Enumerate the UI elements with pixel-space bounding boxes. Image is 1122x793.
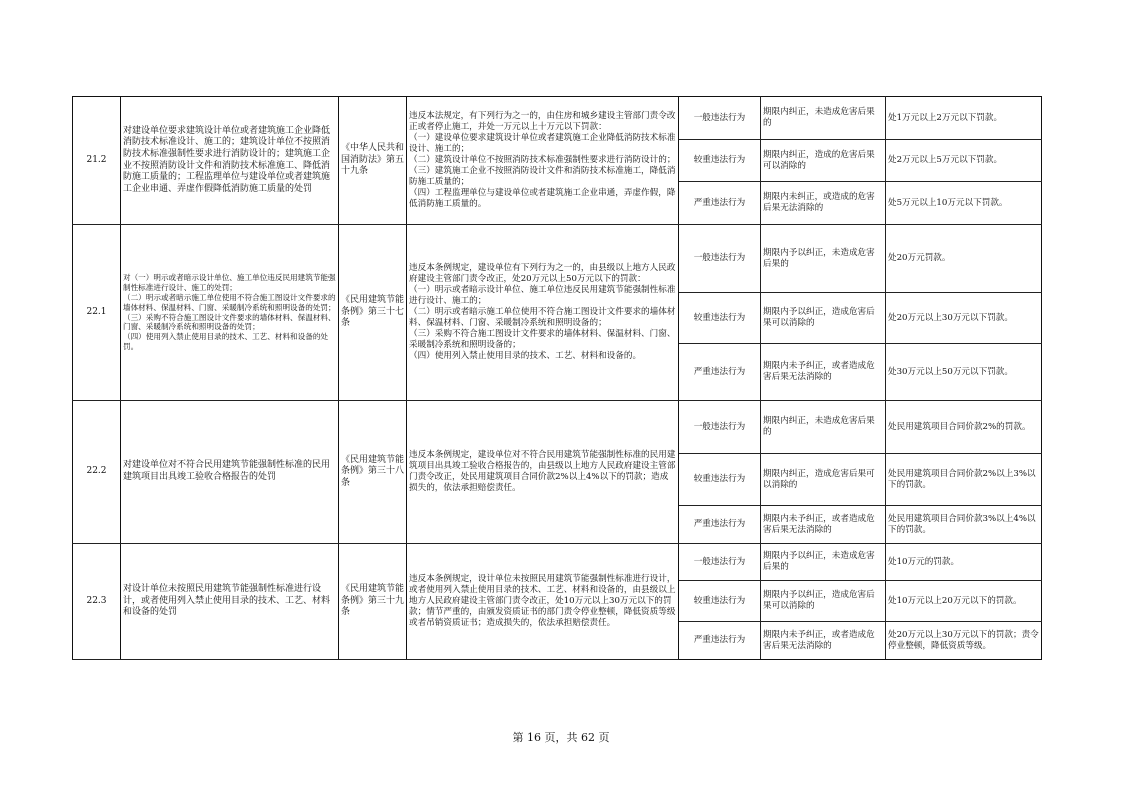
- legal-provision: 违反本条例规定，设计单位未按照民用建筑节能强制性标准进行设计，或者使用列入禁止使用目录的技术、工艺、材料和设备的，由县级以上地方人民政府建设主管部门责令改正，处10万元以上30万元以下的罚款；情节严重的，由颁发资质证书的部门责令停业整顿，降低资质等级或者吊销资质证书；造成损失的，依法承担赔偿责任。: [407, 544, 679, 660]
- provision-line: （一）明示或者暗示设计单位、施工单位违反民用建筑节能强制性标准进行设计、施工的；: [409, 285, 676, 306]
- description-line: （四）使用列入禁止使用目录的技术、工艺、材料和设备的处罚。: [123, 332, 329, 352]
- legal-basis: 《民用建筑节能条例》第三十七条: [339, 225, 407, 401]
- table-row: [73, 225, 1042, 293]
- violation-description: [121, 225, 339, 401]
- table-row: [73, 97, 1042, 140]
- legal-provision: [407, 97, 679, 225]
- legal-basis: 《民用建筑节能条例》第三十九条: [339, 544, 407, 660]
- violation-level: 严重违法行为: [679, 622, 761, 660]
- penalty-amount: 处20万元以上30万元以下罚款。: [886, 293, 1042, 344]
- penalty-amount: 处民用建筑项目合同价款2%的罚款。: [886, 401, 1042, 454]
- violation-level: 严重违法行为: [679, 344, 761, 401]
- violation-condition: 期限内未予纠正，或者造成危害后果无法消除的: [761, 344, 886, 401]
- legal-provision: [407, 225, 679, 401]
- item-number: 22.1: [73, 225, 121, 401]
- penalty-amount: 处5万元以上10万元以下罚款。: [886, 182, 1042, 225]
- violation-condition: 期限内纠正，造成的危害后果可以消除的: [761, 140, 886, 182]
- violation-condition: 期限内未予纠正，或者造成危害后果无法消除的: [761, 622, 886, 660]
- provision-line: （四）工程监理单位与建设单位或者建筑施工企业串通，弄虚作假，降低消防施工质量的。: [409, 188, 676, 209]
- violation-condition: 期限内纠正，未造成危害后果的: [761, 401, 886, 454]
- violation-level: 较重违法行为: [679, 293, 761, 344]
- provision-line: （三）建筑施工企业不按照消防设计文件和消防技术标准施工，降低消防施工质量的；: [409, 166, 676, 187]
- violation-level: 一般违法行为: [679, 401, 761, 454]
- legal-basis: 《中华人民共和国消防法》第五十九条: [339, 97, 407, 225]
- violation-description: 对建设单位要求建筑设计单位或者建筑施工企业降低消防技术标准设计、施工的；建筑设计单位不按照消防技术标准强制性要求进行消防设计的；建筑施工企业不按照消防设计文件和消防技术标准施工、降低消防施工质量的；工程监理单位与建设单位或者建筑施工企业串通、弄虚作假降低消防施工质量的处罚: [121, 97, 339, 225]
- provision-line: 违反本条例规定，建设单位有下列行为之一的，由县级以上地方人民政府建设主管部门责令改正，处20万元以上50万元以下的罚款：: [409, 263, 676, 284]
- item-number: 22.2: [73, 401, 121, 544]
- item-number: 21.2: [73, 97, 121, 225]
- violation-condition: 期限内予以纠正，造成危害后果可以消除的: [761, 581, 886, 622]
- table-row: [73, 544, 1042, 581]
- violation-level: 一般违法行为: [679, 225, 761, 293]
- violation-level: 严重违法行为: [679, 182, 761, 225]
- penalty-amount: 处2万元以上5万元以下罚款。: [886, 140, 1042, 182]
- violation-description: 对设计单位未按照民用建筑节能强制性标准进行设计，或者使用列入禁止使用目录的技术、工艺、材料和设备的处罚: [121, 544, 339, 660]
- violation-condition: 期限内纠正，未造成危害后果的: [761, 97, 886, 140]
- provision-line: （二）明示或者暗示施工单位使用不符合施工图设计文件要求的墙体材料、保温材料、门窗、采暖制冷系统和照明设备的；: [409, 307, 676, 328]
- description-line: （二）明示或者暗示施工单位使用不符合施工图设计文件要求的墙体材料、保温材料、门窗、采暖制冷系统和照明设备的处罚；: [123, 292, 336, 312]
- penalty-amount: 处10万元的罚款。: [886, 544, 1042, 581]
- legal-basis: 《民用建筑节能条例》第三十八条: [339, 401, 407, 544]
- violation-level: 一般违法行为: [679, 544, 761, 581]
- violation-description: 对建设单位对不符合民用建筑节能强制性标准的民用建筑项目出具竣工验收合格报告的处罚: [121, 401, 339, 544]
- violation-condition: 期限内予以纠正，造成危害后果可以消除的: [761, 293, 886, 344]
- violation-level: 较重违法行为: [679, 454, 761, 506]
- description-line: 对（一）明示或者暗示设计单位、施工单位违反民用建筑节能强制性标准进行设计、施工的处罚；: [123, 273, 336, 292]
- provision-line: （一）建设单位要求建筑设计单位或者建筑施工企业降低消防技术标准设计、施工的；: [409, 133, 676, 154]
- violation-level: 一般违法行为: [679, 97, 761, 140]
- violation-condition: 期限内未予纠正，或者造成危害后果无法消除的: [761, 506, 886, 544]
- provision-line: （三）采购不符合施工图设计文件要求的墙体材料、保温材料、门窗、采暖制冷系统和照明设备的；: [409, 329, 676, 350]
- violation-level: 较重违法行为: [679, 581, 761, 622]
- legal-provision: 违反本条例规定，建设单位对不符合民用建筑节能强制性标准的民用建筑项目出具竣工验收合格报告的，由县级以上地方人民政府建设主管部门责令改正，处民用建筑项目合同价款2%以上4%以下的罚款；造成损失的，依法承担赔偿责任。: [407, 401, 679, 544]
- table-row: [73, 401, 1042, 454]
- penalty-amount: 处1万元以上2万元以下罚款。: [886, 97, 1042, 140]
- penalty-amount: 处30万元以上50万元以下罚款。: [886, 344, 1042, 401]
- violation-condition: 期限内予以纠正，未造成危害后果的: [761, 225, 886, 293]
- provision-line: （二）建筑设计单位不按照消防技术标准强制性要求进行消防设计的；: [409, 155, 676, 165]
- violation-condition: 期限内予以纠正，未造成危害后果的: [761, 544, 886, 581]
- violation-level: 较重违法行为: [679, 140, 761, 182]
- penalty-amount: 处民用建筑项目合同价款2%以上3%以下的罚款。: [886, 454, 1042, 506]
- description-line: （三）采购不符合施工图设计文件要求的墙体材料、保温材料、门窗、采暖制冷系统和照明设备的处罚；: [123, 312, 336, 332]
- penalty-amount: 处20万元罚款。: [886, 225, 1042, 293]
- violation-condition: 期限内未纠正，或造成的危害后果无法消除的: [761, 182, 886, 225]
- penalty-amount: 处20万元以上30万元以下的罚款；责令停业整顿，降低资质等级。: [886, 622, 1042, 660]
- penalty-amount: 处10万元以上20万元以下的罚款。: [886, 581, 1042, 622]
- provision-line: （四）使用列入禁止使用目录的技术、工艺、材料和设备的。: [409, 351, 642, 361]
- item-number: 22.3: [73, 544, 121, 660]
- provision-line: 违反本法规定，有下列行为之一的，由住房和城乡建设主管部门责令改正或者停止施工，并处一万元以上十万元以下罚款：: [409, 111, 676, 132]
- penalty-amount: 处民用建筑项目合同价款3%以上4%以下的罚款。: [886, 506, 1042, 544]
- violation-level: 严重违法行为: [679, 506, 761, 544]
- violation-condition: 期限内纠正，造成危害后果可以消除的: [761, 454, 886, 506]
- penalty-standard-table: [72, 96, 1042, 660]
- page-number: 第 16 页，共 62 页: [512, 731, 610, 744]
